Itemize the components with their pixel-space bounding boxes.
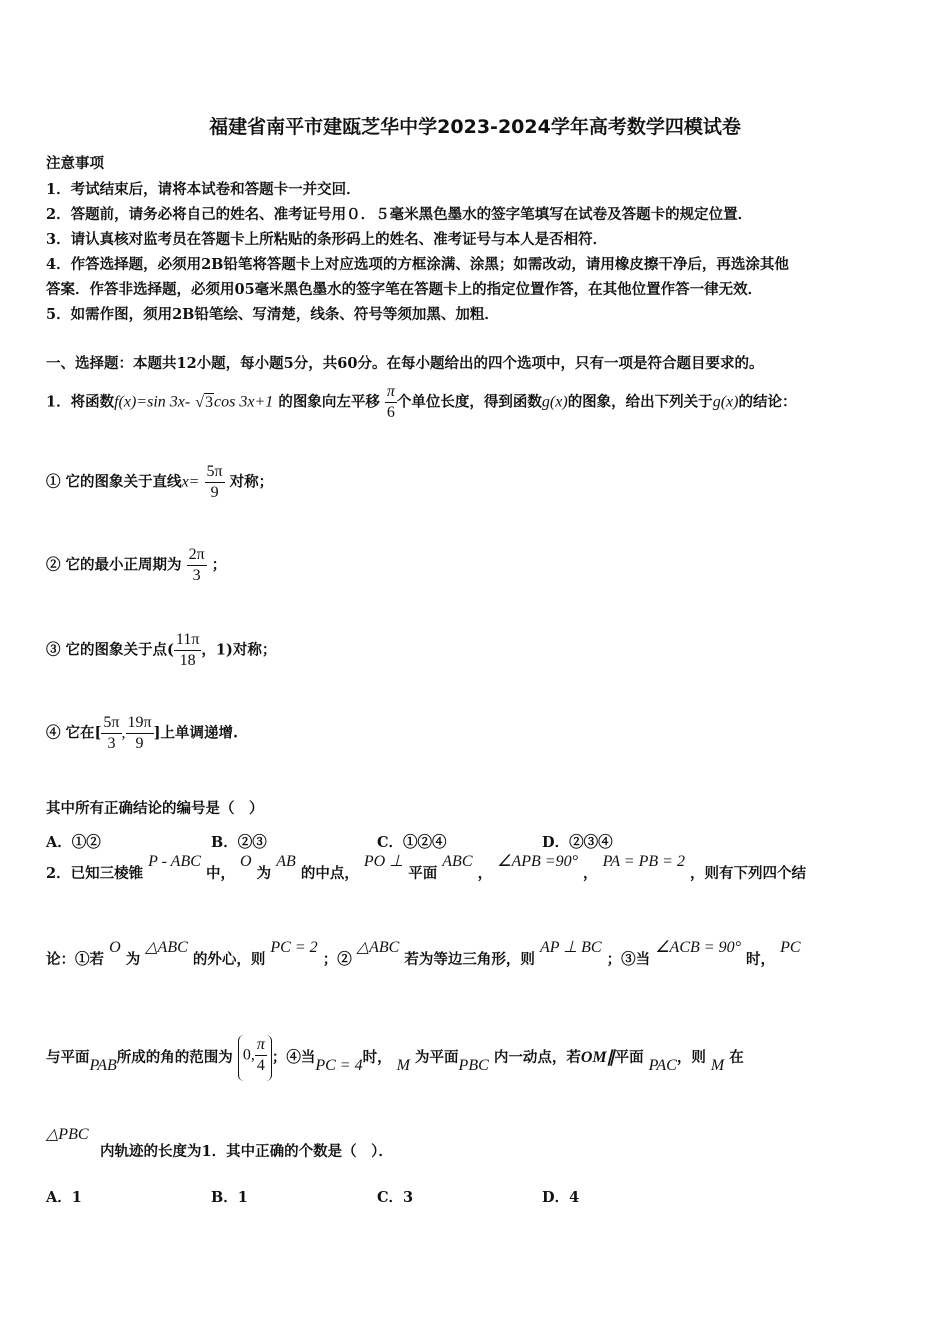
separator: ,: [121, 724, 126, 742]
fraction-den: 9: [126, 733, 154, 754]
q2-text: ；④当: [271, 1049, 316, 1066]
q2-text: 2．已知三棱锥: [46, 865, 144, 882]
fraction-den: 9: [205, 482, 225, 503]
fraction: [205, 462, 225, 503]
q2-math: PC = 2: [270, 939, 318, 956]
fraction: [174, 630, 201, 671]
notice-item: 3．请认真核对监考员在答题卡上所粘贴的条形码上的姓名、准考证号与本人是否相符．: [46, 231, 608, 248]
q2-text: 平面: [408, 865, 438, 882]
q2-math: AB: [276, 853, 296, 870]
statement-text: ② 它的最小正周期为: [46, 556, 182, 574]
q2-text: 平面: [614, 1049, 644, 1066]
q2-math: △ABC: [356, 939, 400, 956]
statement-2: [46, 545, 226, 586]
q2-text: 与平面: [46, 1049, 90, 1066]
q2-math: PBC: [458, 1057, 489, 1074]
q2-math: PO ⊥: [363, 853, 404, 870]
range-left: 0,: [242, 1046, 255, 1064]
q2-text: ，则: [676, 1049, 706, 1066]
fraction: [126, 713, 154, 754]
q2-math: P - ABC: [148, 853, 201, 870]
q2-text: 为: [125, 951, 141, 968]
notice-heading: 注意事项: [46, 155, 104, 172]
q2-math: ABC: [442, 853, 473, 870]
fraction-den: 4: [255, 1055, 267, 1076]
statement-3: [46, 630, 276, 671]
question-2-line-3: [46, 1035, 744, 1081]
fraction: [255, 1035, 267, 1076]
q2-math: PAC: [648, 1057, 677, 1074]
notice-item: 1．考试结束后，请将本试卷和答题卡一并交回．: [46, 181, 361, 198]
q2-math: O: [109, 939, 121, 956]
q1-mid: 的图象向左平移: [278, 393, 380, 411]
fraction-pi-over-6: [385, 382, 397, 423]
q2-math: PA = PB = 2: [602, 853, 685, 870]
question-1-stem: [46, 382, 796, 423]
fraction-num: 5π: [206, 463, 223, 480]
fraction-num: π: [256, 1036, 265, 1053]
option-b[interactable]: B．②③: [211, 834, 267, 851]
statement-4: [46, 713, 238, 754]
q2-math: ∠APB =90°: [497, 853, 578, 870]
fraction-num: 11π: [175, 631, 200, 648]
q2-math: OM∥: [580, 1049, 615, 1066]
q1-suffix: 的图象，给出下列关于: [567, 393, 713, 411]
q2-text: ，则有下列四个结: [690, 865, 807, 882]
sqrt-value: 3: [205, 393, 214, 411]
fraction-num: 2π: [188, 546, 205, 563]
q2-text: 的中点，: [300, 865, 359, 882]
option-c[interactable]: C．3: [377, 1189, 414, 1206]
statement-1: [46, 462, 273, 503]
section-heading: 一、选择题：本题共12小题，每小题5分，共60分。在每小题给出的四个选项中，只有一项是符合题目要求的。: [46, 355, 764, 372]
notice-item: 2．答题前，请务必将自己的姓名、准考证号用０．５毫米黑色墨水的签字笔填写在试卷及答题卡的规定位置．: [46, 206, 753, 223]
q2-math: M: [710, 1057, 725, 1074]
statement-text: ③ 它的图象关于点(: [46, 641, 174, 659]
q2-text: 若为等边三角形，则: [404, 951, 535, 968]
option-c[interactable]: C．①②④: [377, 834, 447, 851]
statement-text: ，1)对称；: [201, 641, 277, 659]
notice-item: 4．作答选择题，必须用2B铅笔将答题卡上对应选项的方框涂满、涂黑；如需改动，请用橡皮擦干净后，再选涂其他: [46, 256, 789, 273]
q1-function: f(x)=sin 3x-: [114, 393, 191, 411]
q2-text: 为: [256, 865, 272, 882]
q1-suffix: 个单位长度，得到函数: [396, 393, 542, 411]
q2-text: ，: [477, 865, 493, 882]
q2-text: 论：①若: [46, 951, 104, 968]
option-b[interactable]: B．1: [211, 1189, 248, 1206]
question-1-ask: 其中所有正确结论的编号是（ ）: [46, 800, 264, 817]
statement-text: ；: [211, 556, 227, 574]
q2-text: 所成的角的范围为: [116, 1049, 233, 1066]
q2-math: ∠ACB = 90°: [655, 939, 741, 956]
fraction-num: π: [386, 383, 395, 400]
q2-text: 时，: [362, 1049, 392, 1066]
fraction-den: 3: [187, 565, 207, 586]
q1-suffix: 的结论：: [738, 393, 797, 411]
q2-text: 时，: [746, 951, 776, 968]
statement-text: 对称；: [229, 473, 274, 491]
q2-math: O: [240, 853, 252, 870]
question-2-line-2: [46, 939, 801, 969]
q2-math: △ABC: [145, 939, 188, 956]
q2-text: 在: [729, 1049, 744, 1066]
fraction: [101, 713, 121, 754]
option-d[interactable]: D．4: [542, 1189, 580, 1206]
q1-gx: g(x): [541, 393, 568, 411]
statement-var: x=: [181, 473, 200, 491]
q2-math: M: [396, 1057, 410, 1074]
fraction-num: 19π: [127, 714, 152, 731]
option-a[interactable]: A．1: [46, 1189, 82, 1206]
q2-text: ；②: [322, 951, 352, 968]
range-interval: [238, 1035, 272, 1081]
q2-text: 的外心，则: [192, 951, 266, 968]
fraction-num: 5π: [103, 714, 120, 731]
q2-math: PAB: [89, 1057, 117, 1074]
q1-prefix: 1．将函数: [46, 393, 115, 411]
option-d[interactable]: D．②③④: [542, 834, 613, 851]
question-2-line-1: [46, 853, 807, 883]
option-a[interactable]: A．①②: [46, 834, 101, 851]
statement-text: ① 它的图象关于直线: [46, 473, 182, 491]
q2-text: ，: [583, 865, 598, 882]
question-2-line-4: 内轨迹的长度为1．其中正确的个数是（ ）．: [100, 1143, 393, 1160]
q2-text: 为平面: [415, 1049, 459, 1066]
sqrt-expression: √3: [195, 393, 214, 411]
q2-text: ；③当: [606, 951, 651, 968]
q2-math: PC = 4: [315, 1057, 363, 1074]
fraction-den: 3: [101, 733, 121, 754]
fraction: [187, 545, 207, 586]
fraction-den: 18: [174, 650, 201, 671]
notice-item: 5．如需作图，须用2B铅笔绘、写清楚，线条、符号等须加黑、加粗．: [46, 306, 499, 323]
q1-gx: g(x): [712, 393, 739, 411]
triangle-pbc: △PBC: [46, 1126, 89, 1143]
q2-math: PC: [780, 939, 801, 956]
q2-text: 内一动点，若: [493, 1049, 581, 1066]
q2-text: 中，: [205, 865, 235, 882]
statement-text: ]上单调递增.: [153, 724, 238, 742]
notice-item: 答案．作答非选择题，必须用05毫米黑色墨水的签字笔在答题卡上的指定位置作答，在其他位置作答一律无效．: [46, 281, 763, 298]
q2-math: AP ⊥ BC: [539, 939, 602, 956]
fraction-den: 6: [385, 402, 397, 423]
q1-cos-term: cos 3x+1: [214, 393, 274, 411]
statement-text: ④ 它在[: [46, 724, 102, 742]
page-title: 福建省南平市建瓯芝华中学2023-2024学年高考数学四模试卷: [209, 116, 741, 138]
